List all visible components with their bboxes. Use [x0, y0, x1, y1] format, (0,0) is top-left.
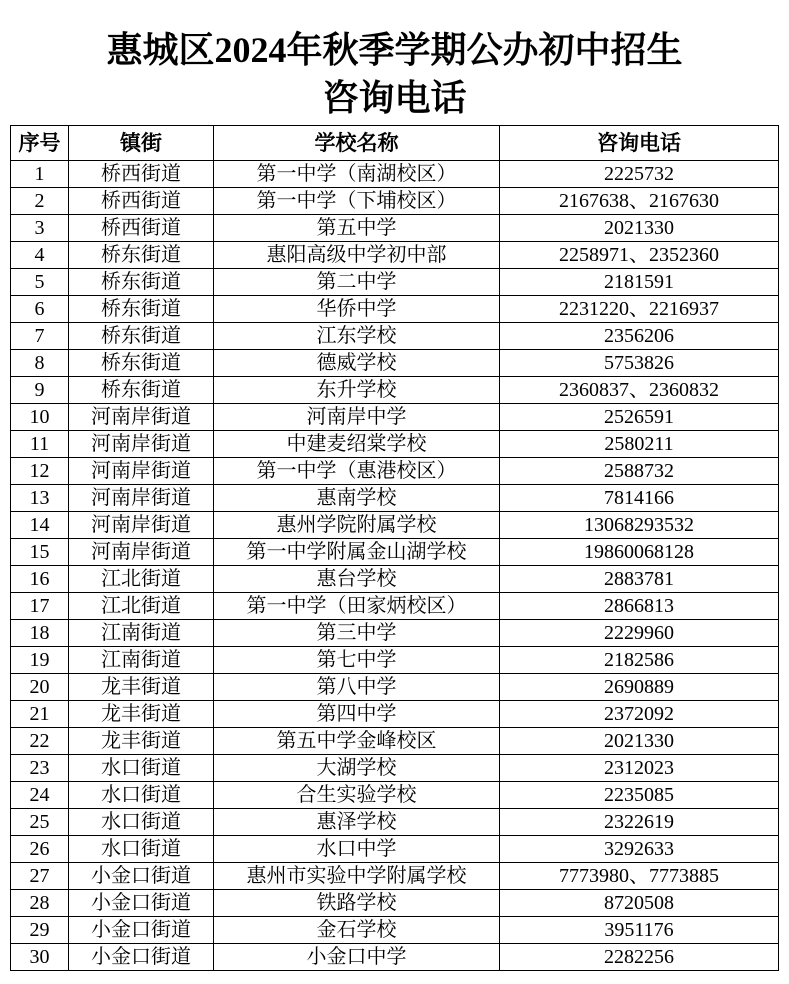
school-name-cell: 第二中学 — [214, 269, 500, 296]
table-row — [11, 809, 779, 836]
subdistrict-cell: 龙丰街道 — [69, 674, 214, 701]
school-name-cell: 惠阳高级中学初中部 — [214, 242, 500, 269]
table-row — [11, 566, 779, 593]
row-index: 5 — [11, 269, 69, 296]
school-name-cell: 德威学校 — [214, 350, 500, 377]
subdistrict-cell: 水口街道 — [69, 755, 214, 782]
phone-cell: 3951176 — [500, 917, 779, 944]
phone-cell: 2372092 — [500, 701, 779, 728]
phone-cell: 7814166 — [500, 485, 779, 512]
school-name-cell: 中建麦绍棠学校 — [214, 431, 500, 458]
school-name-cell: 第五中学金峰校区 — [214, 728, 500, 755]
school-name-cell: 第一中学（下埔校区） — [214, 188, 500, 215]
row-index: 7 — [11, 323, 69, 350]
table-row — [11, 674, 779, 701]
table-row — [11, 890, 779, 917]
row-index: 17 — [11, 593, 69, 620]
subdistrict-cell: 桥东街道 — [69, 269, 214, 296]
phone-cell: 2312023 — [500, 755, 779, 782]
school-name-cell: 惠南学校 — [214, 485, 500, 512]
school-name-cell: 惠泽学校 — [214, 809, 500, 836]
phone-cell: 2235085 — [500, 782, 779, 809]
school-name-cell: 第五中学 — [214, 215, 500, 242]
row-index: 22 — [11, 728, 69, 755]
row-index: 20 — [11, 674, 69, 701]
phone-cell: 2282256 — [500, 944, 779, 971]
phone-cell: 19860068128 — [500, 539, 779, 566]
phone-cell: 2588732 — [500, 458, 779, 485]
row-index: 16 — [11, 566, 69, 593]
school-name-cell: 第八中学 — [214, 674, 500, 701]
school-name-cell: 惠州学院附属学校 — [214, 512, 500, 539]
school-name-cell: 第三中学 — [214, 620, 500, 647]
table-row — [11, 944, 779, 971]
school-name-cell: 惠州市实验中学附属学校 — [214, 863, 500, 890]
school-name-cell: 小金口中学 — [214, 944, 500, 971]
subdistrict-cell: 水口街道 — [69, 809, 214, 836]
row-index: 1 — [11, 161, 69, 188]
school-name-cell: 东升学校 — [214, 377, 500, 404]
row-index: 18 — [11, 620, 69, 647]
subdistrict-cell: 河南岸街道 — [69, 431, 214, 458]
subdistrict-cell: 江南街道 — [69, 620, 214, 647]
school-name-cell: 第一中学（田家炳校区） — [214, 593, 500, 620]
school-name-cell: 第四中学 — [214, 701, 500, 728]
header-index: 序号 — [11, 126, 69, 161]
table-row — [11, 323, 779, 350]
subdistrict-cell: 桥东街道 — [69, 377, 214, 404]
row-index: 25 — [11, 809, 69, 836]
table-row — [11, 296, 779, 323]
phone-cell: 2526591 — [500, 404, 779, 431]
school-name-cell: 惠台学校 — [214, 566, 500, 593]
row-index: 13 — [11, 485, 69, 512]
phone-cell: 2182586 — [500, 647, 779, 674]
table-row — [11, 647, 779, 674]
header-school-name: 学校名称 — [214, 126, 500, 161]
school-name-cell: 金石学校 — [214, 917, 500, 944]
school-name-cell: 合生实验学校 — [214, 782, 500, 809]
subdistrict-cell: 河南岸街道 — [69, 485, 214, 512]
row-index: 26 — [11, 836, 69, 863]
row-index: 19 — [11, 647, 69, 674]
subdistrict-cell: 水口街道 — [69, 782, 214, 809]
subdistrict-cell: 小金口街道 — [69, 944, 214, 971]
table-row — [11, 188, 779, 215]
row-index: 15 — [11, 539, 69, 566]
subdistrict-cell: 水口街道 — [69, 836, 214, 863]
subdistrict-cell: 河南岸街道 — [69, 404, 214, 431]
subdistrict-cell: 桥东街道 — [69, 323, 214, 350]
phone-cell: 2181591 — [500, 269, 779, 296]
subdistrict-cell: 河南岸街道 — [69, 458, 214, 485]
subdistrict-cell: 江北街道 — [69, 593, 214, 620]
row-index: 29 — [11, 917, 69, 944]
school-name-cell: 第一中学（南湖校区） — [214, 161, 500, 188]
school-name-cell: 河南岸中学 — [214, 404, 500, 431]
table-row — [11, 512, 779, 539]
table-row — [11, 242, 779, 269]
table-row — [11, 485, 779, 512]
phone-cell: 2258971、2352360 — [500, 242, 779, 269]
phone-cell: 2021330 — [500, 728, 779, 755]
table-row — [11, 377, 779, 404]
table-row — [11, 863, 779, 890]
subdistrict-cell: 江北街道 — [69, 566, 214, 593]
phone-cell: 2580211 — [500, 431, 779, 458]
table-row — [11, 917, 779, 944]
row-index: 23 — [11, 755, 69, 782]
phone-cell: 2690889 — [500, 674, 779, 701]
row-index: 11 — [11, 431, 69, 458]
phone-cell: 3292633 — [500, 836, 779, 863]
table-row — [11, 701, 779, 728]
phone-cell: 2229960 — [500, 620, 779, 647]
row-index: 2 — [11, 188, 69, 215]
school-name-cell: 铁路学校 — [214, 890, 500, 917]
phone-cell: 2322619 — [500, 809, 779, 836]
subdistrict-cell: 桥东街道 — [69, 296, 214, 323]
row-index: 4 — [11, 242, 69, 269]
table-row — [11, 350, 779, 377]
school-name-cell: 第一中学（惠港校区） — [214, 458, 500, 485]
table-row — [11, 431, 779, 458]
row-index: 24 — [11, 782, 69, 809]
row-index: 21 — [11, 701, 69, 728]
phone-cell: 13068293532 — [500, 512, 779, 539]
row-index: 28 — [11, 890, 69, 917]
phone-cell: 2021330 — [500, 215, 779, 242]
phone-cell: 2356206 — [500, 323, 779, 350]
subdistrict-cell: 桥东街道 — [69, 242, 214, 269]
row-index: 12 — [11, 458, 69, 485]
phone-cell: 2360837、2360832 — [500, 377, 779, 404]
table-row — [11, 215, 779, 242]
school-name-cell: 大湖学校 — [214, 755, 500, 782]
table-row — [11, 161, 779, 188]
subdistrict-cell: 小金口街道 — [69, 890, 214, 917]
row-index: 8 — [11, 350, 69, 377]
phone-cell: 2231220、2216937 — [500, 296, 779, 323]
row-index: 10 — [11, 404, 69, 431]
school-name-cell: 水口中学 — [214, 836, 500, 863]
school-contact-table — [10, 125, 779, 971]
phone-cell: 2866813 — [500, 593, 779, 620]
table-row — [11, 836, 779, 863]
subdistrict-cell: 桥西街道 — [69, 188, 214, 215]
table-row — [11, 539, 779, 566]
school-name-cell: 第七中学 — [214, 647, 500, 674]
table-row — [11, 458, 779, 485]
table-row — [11, 269, 779, 296]
row-index: 9 — [11, 377, 69, 404]
school-name-cell: 江东学校 — [214, 323, 500, 350]
table-row — [11, 404, 779, 431]
row-index: 27 — [11, 863, 69, 890]
phone-cell: 2167638、2167630 — [500, 188, 779, 215]
school-name-cell: 第一中学附属金山湖学校 — [214, 539, 500, 566]
row-index: 3 — [11, 215, 69, 242]
subdistrict-cell: 桥东街道 — [69, 350, 214, 377]
header-subdistrict: 镇街 — [69, 126, 214, 161]
row-index: 6 — [11, 296, 69, 323]
subdistrict-cell: 河南岸街道 — [69, 512, 214, 539]
subdistrict-cell: 桥西街道 — [69, 215, 214, 242]
document-title-line1: 惠城区2024年秋季学期公办初中招生 — [106, 30, 683, 70]
table-row — [11, 728, 779, 755]
subdistrict-cell: 江南街道 — [69, 647, 214, 674]
subdistrict-cell: 龙丰街道 — [69, 701, 214, 728]
document-title-line2: 咨询电话 — [322, 78, 467, 118]
phone-cell: 2883781 — [500, 566, 779, 593]
header-phone: 咨询电话 — [500, 126, 779, 161]
phone-cell: 2225732 — [500, 161, 779, 188]
table-header-row — [11, 126, 779, 161]
school-name-cell: 华侨中学 — [214, 296, 500, 323]
subdistrict-cell: 小金口街道 — [69, 917, 214, 944]
subdistrict-cell: 小金口街道 — [69, 863, 214, 890]
table-row — [11, 782, 779, 809]
subdistrict-cell: 河南岸街道 — [69, 539, 214, 566]
subdistrict-cell: 龙丰街道 — [69, 728, 214, 755]
row-index: 30 — [11, 944, 69, 971]
table-row — [11, 593, 779, 620]
table-row — [11, 620, 779, 647]
phone-cell: 8720508 — [500, 890, 779, 917]
subdistrict-cell: 桥西街道 — [69, 161, 214, 188]
row-index: 14 — [11, 512, 69, 539]
phone-cell: 5753826 — [500, 350, 779, 377]
table-row — [11, 755, 779, 782]
phone-cell: 7773980、7773885 — [500, 863, 779, 890]
